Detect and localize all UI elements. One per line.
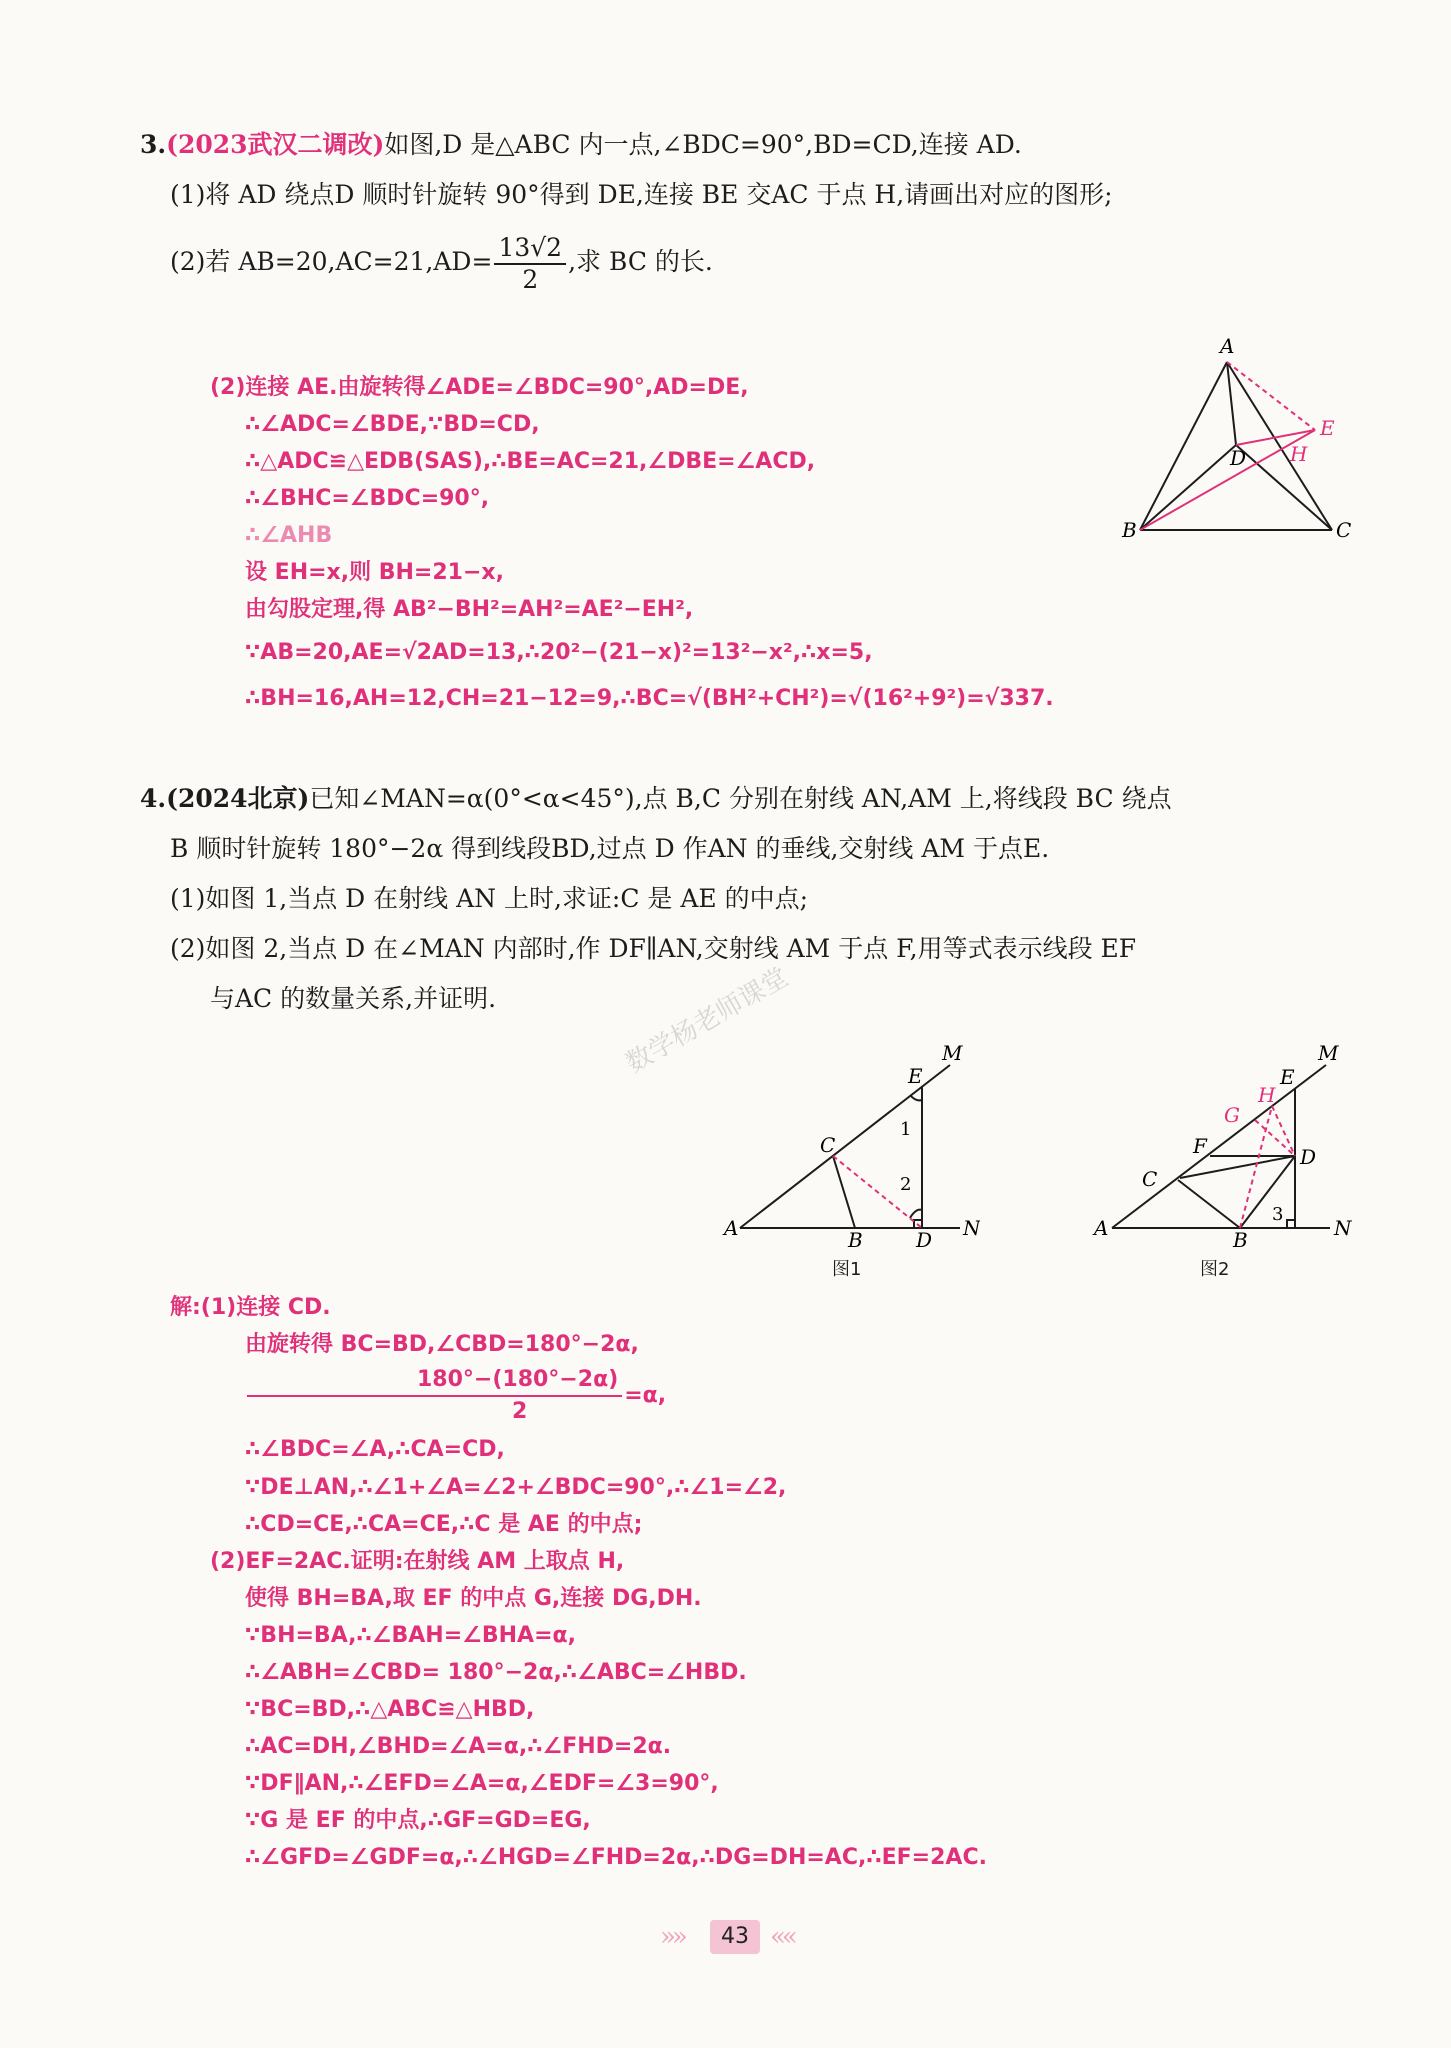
q3-figure-label: B (1122, 518, 1137, 542)
q3-solution-line: ∴∠BHC=∠BDC=90°, (245, 486, 490, 511)
q4-solution-line: ∵BH=BA,∴∠BAH=∠BHA=α, (245, 1623, 576, 1648)
q4-solution-line: ∴AC=DH,∠BHD=∠A=α,∴∠FHD=2α. (245, 1734, 672, 1759)
q4-solution-line: ∵DF∥AN,∴∠EFD=∠A=α,∠EDF=∠3=90°, (245, 1771, 719, 1796)
q3-solution-line: 设 EH=x,则 BH=21−x, (245, 560, 504, 585)
q3-stem-line (140, 128, 1022, 162)
q3-part2-numerator: 13√2 (494, 233, 566, 265)
q3-part2-denominator: 2 (522, 264, 539, 294)
q3-solution-line: (2)连接 AE.由旋转得∠ADE=∠BDC=90°,AD=DE, (210, 375, 749, 400)
q4-solution-line: (2)EF=2AC.证明:在射线 AM 上取点 H, (210, 1549, 625, 1574)
q3-source: (2023武汉二调改) (166, 130, 385, 159)
q3-figure-label: D (1230, 446, 1247, 470)
page-number: 43 (710, 1920, 760, 1954)
q4-stem1: 已知∠MAN=α(0°<α<45°),点 B,C 分别在射线 AN,AM 上,将线段 BC 绕点 (309, 784, 1172, 813)
q4-solution-line: 由旋转得 BC=BD,∠CBD=180°−2α, (245, 1332, 639, 1357)
q3-solution-line: ∴△ADC≌△EDB(SAS),∴BE=AC=21,∠DBE=∠ACD, (245, 449, 816, 474)
q4-stem-line2: B 顺时针旋转 180°−2α 得到线段BD,过点 D 作AN 的垂线,交射线 AM 于点E. (170, 834, 1050, 863)
fig2-label: 3 (1272, 1204, 1284, 1225)
fig2-label: N (1334, 1216, 1352, 1240)
fig1-label: 2 (900, 1174, 912, 1195)
q4-solution-line: ∴CD=CE,∴CA=CE,∴C 是 AE 的中点; (245, 1512, 643, 1537)
q4-solution-line: 使得 BH=BA,取 EF 的中点 G,连接 DG,DH. (245, 1586, 702, 1611)
q4-solution-fraction (247, 1365, 622, 1427)
q4-figure-2 (1090, 1040, 1360, 1250)
q4-solution-head: 解:(1)连接 CD. (170, 1295, 331, 1320)
q4-solution-line: ∵BC=BD,∴△ABC≌△HBD, (245, 1697, 535, 1722)
q3-part1: (1)将 AD 绕点D 顺时针旋转 90°得到 DE,连接 BE 交AC 于点 H,请画出对应的图形; (170, 180, 1113, 209)
fig1-label: E (908, 1064, 923, 1088)
q3-stem: 如图,D 是△ABC 内一点,∠BDC=90°,BD=CD,连接 AD. (384, 130, 1022, 159)
q4-solution-line: ∵G 是 EF 的中点,∴GF=GD=EG, (245, 1808, 591, 1833)
fig1-label: B (848, 1228, 863, 1250)
q3-solution-line: ∴∠ADC=∠BDE,∵BD=CD, (245, 412, 540, 437)
fig2-label: A (1094, 1216, 1109, 1240)
fig2-label: G (1224, 1103, 1240, 1127)
fig2-label: H (1258, 1083, 1276, 1107)
q4-figure-1 (720, 1040, 980, 1250)
q4-fraction-numerator: 180°−(180°−2α) (247, 1365, 622, 1397)
fig1-label: N (963, 1216, 980, 1240)
q3-triangle-figure (1120, 335, 1360, 545)
q4-fraction-denominator: 2 (511, 1399, 528, 1424)
fig1-label: M (942, 1041, 963, 1065)
q4-part1: (1)如图 1,当点 D 在射线 AN 上时,求证:C 是 AE 的中点; (170, 884, 809, 913)
q3-figure-label: C (1336, 518, 1352, 542)
fig2-label: D (1300, 1145, 1317, 1169)
q4-solution-line: ∴∠ABH=∠CBD= 180°−2α,∴∠ABC=∠HBD. (245, 1660, 747, 1685)
fig2-label: E (1280, 1065, 1295, 1089)
fig2-label: F (1193, 1134, 1207, 1158)
q3-figure-label: A (1220, 335, 1235, 358)
q4-solution-line: ∴∠GFD=∠GDF=α,∴∠HGD=∠FHD=2α,∴DG=DH=AC,∴EF=2AC. (245, 1845, 987, 1870)
fig2-label: M (1318, 1041, 1339, 1065)
watermark: 数学杨老师课堂 (620, 962, 794, 1080)
q3-number: 3. (140, 130, 167, 159)
q3-solution-line: ∵AB=20,AE=√2AD=13,∴20²−(21−x)²=13²−x²,∴x=5, (245, 640, 873, 665)
q3-part2 (170, 230, 713, 295)
q4-solution-fraction-line (245, 1365, 666, 1427)
q4-solution-line: ∵DE⊥AN,∴∠1+∠A=∠2+∠BDC=90°,∴∠1=∠2, (245, 1475, 787, 1500)
q4-fraction-post: =α, (624, 1383, 667, 1408)
q3-solution-line: 由勾股定理,得 AB²−BH²=AH²=AE²−EH², (245, 597, 694, 622)
fig1-label: 1 (900, 1119, 912, 1140)
q3-part2-pre: (2)若 AB=20,AC=21,AD= (170, 247, 493, 276)
q3-solution-line: ∴BH=16,AH=12,CH=21−12=9,∴BC=√(BH²+CH²)=√(16²+9²)=√337. (245, 686, 1054, 711)
q3-solution-line: ∴∠AHB (245, 523, 333, 548)
fig2-caption: 图2 (1200, 1259, 1230, 1280)
fig2-label: C (1142, 1167, 1158, 1191)
q3-figure-label: H (1290, 442, 1308, 466)
q4-solution-line: ∴∠BDC=∠A,∴CA=CD, (245, 1437, 505, 1462)
fig2-label: B (1233, 1228, 1248, 1250)
q3-part2-fraction (494, 233, 566, 295)
fig1-label: A (724, 1216, 739, 1240)
q4-source: (2024北京) (166, 784, 310, 813)
fig1-label: C (820, 1133, 836, 1157)
fig1-label: D (916, 1228, 933, 1250)
page-number-left-chevrons: »» (660, 1922, 684, 1952)
fig1-caption: 图1 (832, 1259, 862, 1280)
q4-stem-line1 (140, 782, 1172, 816)
q4-number: 4. (140, 784, 167, 813)
q4-part2-line2: 与AC 的数量关系,并证明. (210, 984, 497, 1013)
page-number-right-chevrons: «« (770, 1922, 794, 1952)
q4-part2-line1: (2)如图 2,当点 D 在∠MAN 内部时,作 DF∥AN,交射线 AM 于点 F,用等式表示线段 EF (170, 934, 1137, 963)
q3-figure-label: E (1320, 416, 1335, 440)
q3-part2-post: ,求 BC 的长. (568, 247, 713, 276)
